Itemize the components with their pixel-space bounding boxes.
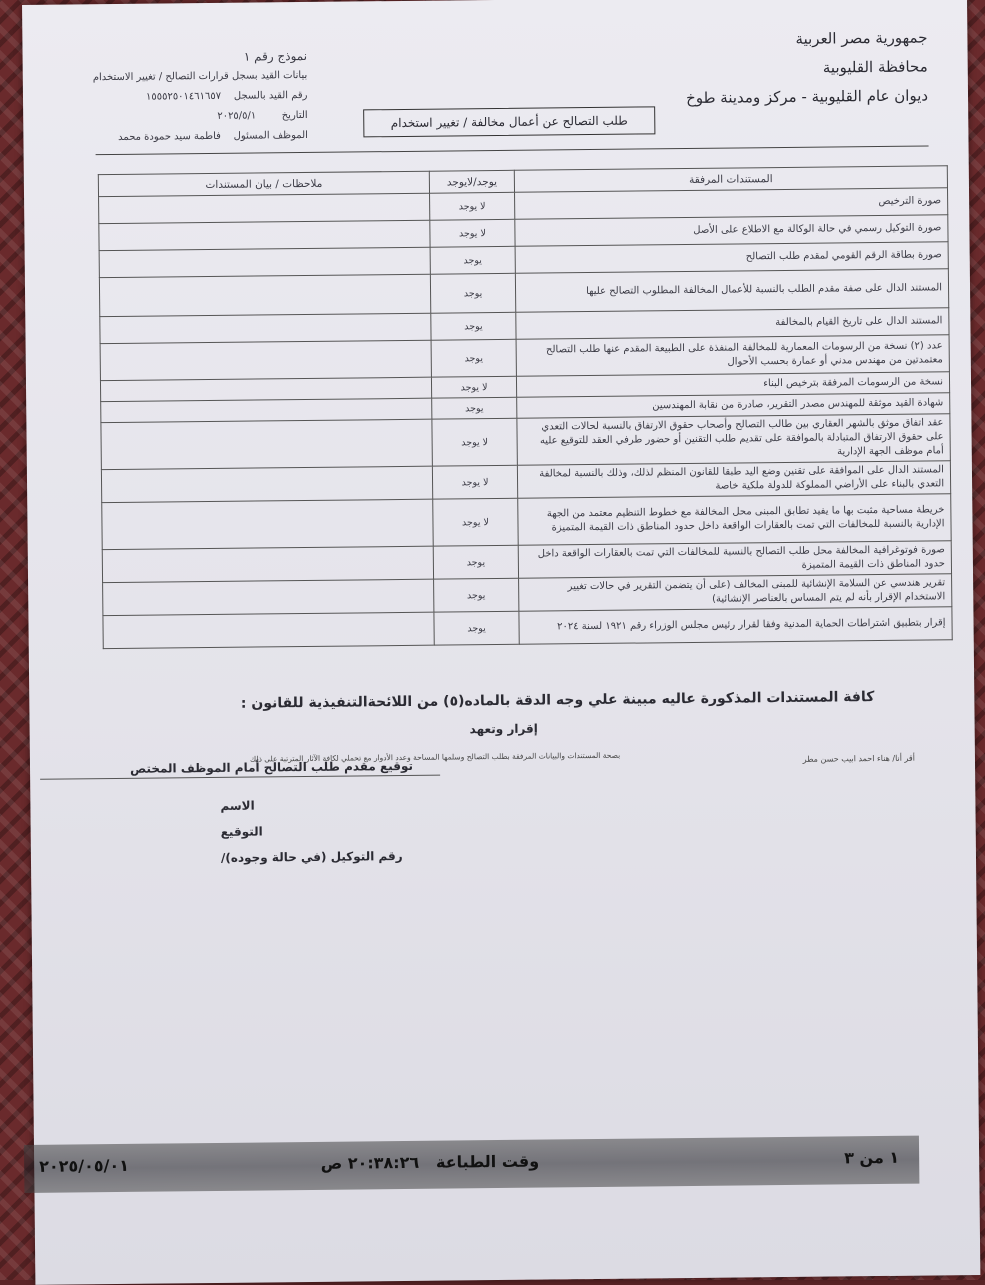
officer-row (93, 126, 308, 148)
document-page (22, 0, 980, 1285)
document-status: يوجد (430, 246, 515, 274)
signature-title: توقيع مقدم طلب التصالح أمام الموظف المختص (129, 758, 414, 776)
document-notes (99, 220, 430, 250)
signature-divider (40, 775, 440, 780)
header-status: يوجد/لايوجد (429, 170, 514, 193)
document-status: لا يوجد (432, 465, 517, 499)
document-status: لا يوجد (431, 376, 516, 398)
declarant-line (803, 754, 915, 764)
form-number: نموذج رقم ١ (243, 48, 308, 64)
record-block (92, 46, 308, 148)
document-status: يوجد (431, 339, 516, 377)
document-notes (99, 247, 430, 277)
declarant-name: هناء احمد ابيب حسن مطر (802, 753, 890, 764)
officer-label: الموظف المسئول (233, 129, 308, 142)
document-status: يوجد (434, 611, 519, 645)
header-notes: ملاحظات / بيان المستندات (98, 171, 429, 196)
document-name: تقرير هندسي عن السلامة الإنشائية للمبنى المخالف (على أن يتضمن التقرير في حالات تغيير الاستخدام الإقرار بأنه لم يتم المساس بالعناصر الإنشائية) (519, 574, 952, 612)
proxy-number-label: رقم التوكيل (في حالة وجوده)/ (220, 849, 403, 865)
document-notes (100, 340, 431, 380)
all-documents-note: كافة المستندات المذكورة عاليه مبينة علي وجه الدقة بالماده(٥) من اللائحةالتنفيذية للقانون : (240, 689, 875, 712)
document-notes (100, 313, 431, 343)
document-status: يوجد (431, 312, 516, 340)
document-name: عدد (٢) نسخة من الرسومات المعمارية للمخالفة المنفذة على الطبيعة المقدم عنها طلب التصالح معتمدتين من مهندس مدني أو عمارة بحسب الأحوال (516, 335, 949, 377)
document-status: يوجد (432, 397, 517, 419)
document-notes (99, 274, 430, 316)
document-status: يوجد (430, 273, 515, 313)
document-status: لا يوجد (430, 219, 515, 247)
declarant-prefix: أقر أنا/ (892, 753, 916, 763)
document-name: شهادة القيد موثقة للمهندس مصدر التقرير، صادرة من نقابة المهندسين (517, 393, 950, 419)
document-name: عقد اتفاق موثق بالشهر العقاري بين طالب التصالح وأصحاب حقوق الارتفاق بالنسبة لحالات التعدي على حقوق الارتفاق المتبادلة بالموافقة على تقديم طلب التقنين أو حضور طرفي العقد للتوقيع عليه أمام موظف الجهة الإدارية (517, 414, 950, 466)
document-name: صورة الترخيص (515, 188, 948, 220)
document-name: المستند الدال على صفة مقدم الطلب بالنسبة للأعمال المخالفة المطلوب التصالح عليها (515, 269, 948, 313)
office-name: ديوان عام القليوبية - مركز ومدينة طوخ (686, 86, 929, 107)
document-name: المستند الدال على تاريخ القيام بالمخالفة (516, 308, 949, 340)
document-status: لا يوجد (432, 418, 517, 466)
footer-print-label: وقت الطباعة (435, 1151, 540, 1172)
request-title: طلب التصالح عن أعمال مخالفة / تغيير استخدام (363, 106, 655, 137)
document-name: صورة فوتوغرافية المخالفة محل طلب التصالح بالنسبة للمخالفات التي تمت بالعقارات الواقعة داخل حدود المناطق ذات القيمة المتميزة (518, 541, 951, 579)
date-value: ٢٠٢٥/٥/١ (217, 110, 257, 122)
header-divider (96, 145, 929, 155)
governorate-name: محافظة القليوبية (822, 57, 928, 77)
document-notes (102, 499, 433, 549)
date-label: التاريخ (281, 109, 308, 122)
footer-print-time: ٢٠:٣٨:٢٦ ص (320, 1152, 420, 1173)
date-row (93, 106, 308, 128)
country-name: جمهورية مصر العربية (795, 28, 928, 48)
signature-field-label: التوقيع (220, 824, 263, 839)
document-name: صورة التوكيل رسمي في حالة الوكالة مع الاطلاع على الأصل (515, 215, 948, 247)
document-name: نسخة من الرسومات المرفقة بترخيص البناء (516, 372, 949, 398)
document-name: المستند الدال على الموافقة على تقنين وضع اليد طبقا للقانون المنظم لذلك، وذلك بالنسبة لمخالفة التعدي بالبناء على الأراضي المملوكة للدولة ملكية خاصة (517, 461, 950, 499)
record-number-row (93, 86, 308, 108)
document-notes (102, 546, 433, 582)
document-status: يوجد (434, 578, 519, 612)
officer-value: فاطمة سيد حمودة محمد (118, 130, 221, 143)
document-notes (99, 193, 430, 223)
documents-table (98, 165, 953, 649)
footer-print-date: ٢٠٢٥/٠٥/٠١ (39, 1155, 130, 1176)
document-status: لا يوجد (433, 498, 518, 546)
document-notes (103, 579, 434, 615)
declaration-title: إقرار وتعهد (469, 721, 538, 737)
document-name: صورة بطاقة الرقم القومي لمقدم طلب التصالح (515, 242, 948, 274)
footer-page-number: ١ من ٣ (844, 1147, 900, 1168)
document-status: يوجد (433, 545, 518, 579)
record-label: رقم القيد بالسجل (233, 89, 308, 102)
document-name: خريطة مساحية مثبت بها ما يفيد تطابق المبنى محل المخالفة مع خطوط التنظيم معتمد من الجهة الإدارية بالنسبة للمخالفات التي تمت بالعقارات الواقعة داخل حدود المناطق ذات القيمة المتميزة (518, 494, 951, 546)
document-notes (101, 466, 432, 502)
document-name: إقرار بتطبيق اشتراطات الحماية المدنية وفقا لقرار رئيس مجلس الوزراء رقم ١٩٢١ لسنة ٢٠٢٤ (519, 607, 952, 645)
header-block (685, 23, 928, 113)
declaration-text: بصحة المستندات والبيانات المرفقة بطلب التصالح وسلمها المساحة وعدد الأدوار مع تحملي لكافة الآثار المترتبة على ذلك (249, 750, 621, 764)
document-notes (103, 612, 434, 648)
record-value: ١٥٥٥٢٥٠١٤٦١٦٥٧ (145, 90, 222, 103)
name-field-label: الاسم (220, 798, 255, 813)
header-documents: المستندات المرفقة (514, 166, 947, 193)
document-status: لا يوجد (430, 192, 515, 220)
document-notes (101, 419, 432, 469)
record-subtitle: بيانات القيد بسجل قرارات التصالح / تغيير الاستخدام (92, 69, 308, 84)
